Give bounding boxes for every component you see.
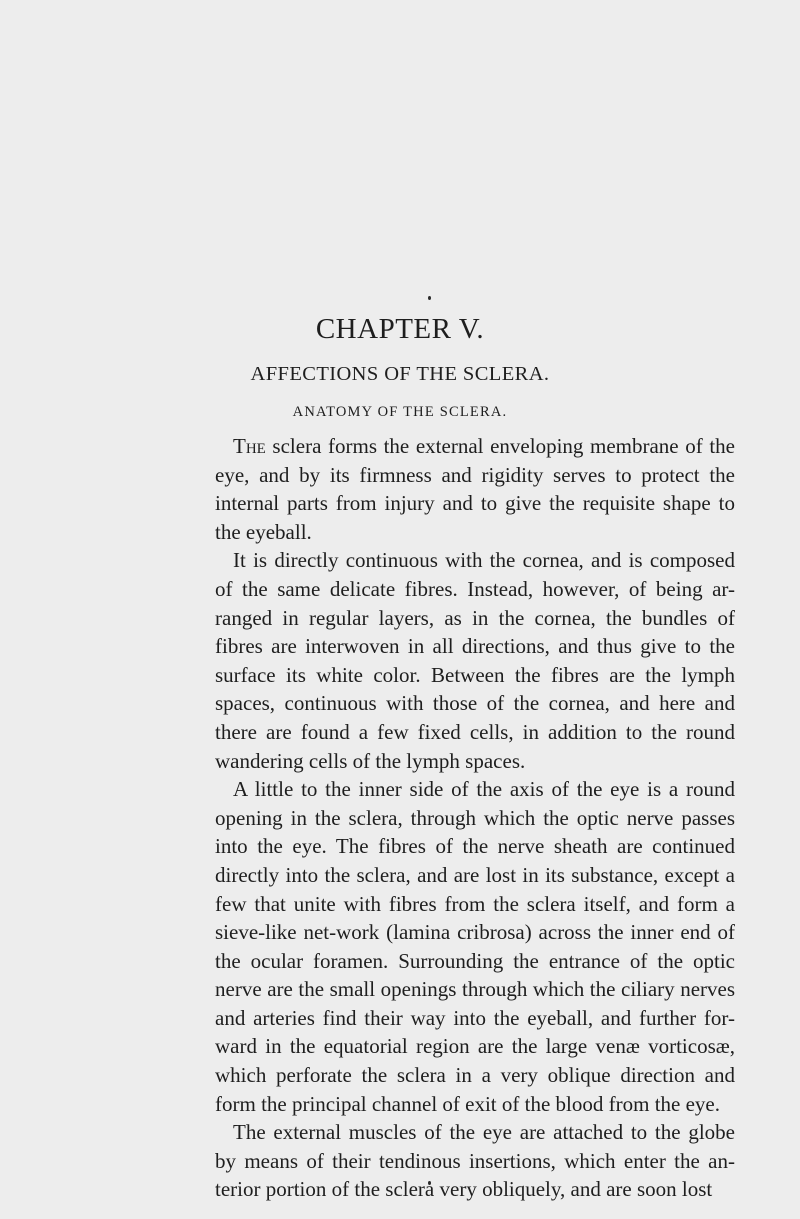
paragraph-3: A little to the inner side of the axis of the eye is a round opening in the sclera, through which the optic nerve passes into the eye. The fibres of the nerve sheath are continued directly into the sclera, and are lost in its substance, except a few that unite with fibres from the sclera itself, and form a sieve-like net-work (lamina cribrosa) across the inner end of the ocular foramen. Surrounding the entrance of the optic nerve are the small openings through which the ciliary nerves and arteries find their way into the eyeball, and further for-ward in the equatorial region are the large venæ vorticosæ, which perforate the sclera in a very oblique direction and form the principal channel of exit of the blood from the eye.	[215, 777, 735, 1116]
chapter-title: CHAPTER V.	[315, 313, 485, 345]
paragraph-1-text: sclera forms the external enveloping membrane of the eye, and by its firmness and rigidity serves to protect the internal parts from injury and to give the requisite shape to the eyeball.	[215, 434, 735, 544]
section-heading: ANATOMY OF THE SCLERA.	[292, 404, 508, 420]
paragraph-1	[215, 432, 735, 546]
ink-speck	[428, 296, 431, 300]
paragraph-lead-word: The	[233, 434, 266, 458]
paragraph-2: It is directly continuous with the cornea, and is composed of the same delicate fibres. Instead, however, of being ar-ranged in regular layers, as in the cornea, the bundles of fibres are interwoven in all directions, and thus give to the surface its white color. Between the fibres are the lymph spaces, continuous with those of the cornea, and here and there are found a few fixed cells, in addition to the round wandering cells of the lymph spaces.	[215, 548, 735, 773]
paragraph-4: The external muscles of the eye are attached to the globe by means of their tendinous insertions, which enter the an-terior portion of the sclera very obliquely, and are soon lost	[215, 1120, 735, 1202]
body-text	[215, 432, 735, 1204]
chapter-subtitle: AFFECTIONS OF THE SCLERA.	[250, 363, 550, 385]
